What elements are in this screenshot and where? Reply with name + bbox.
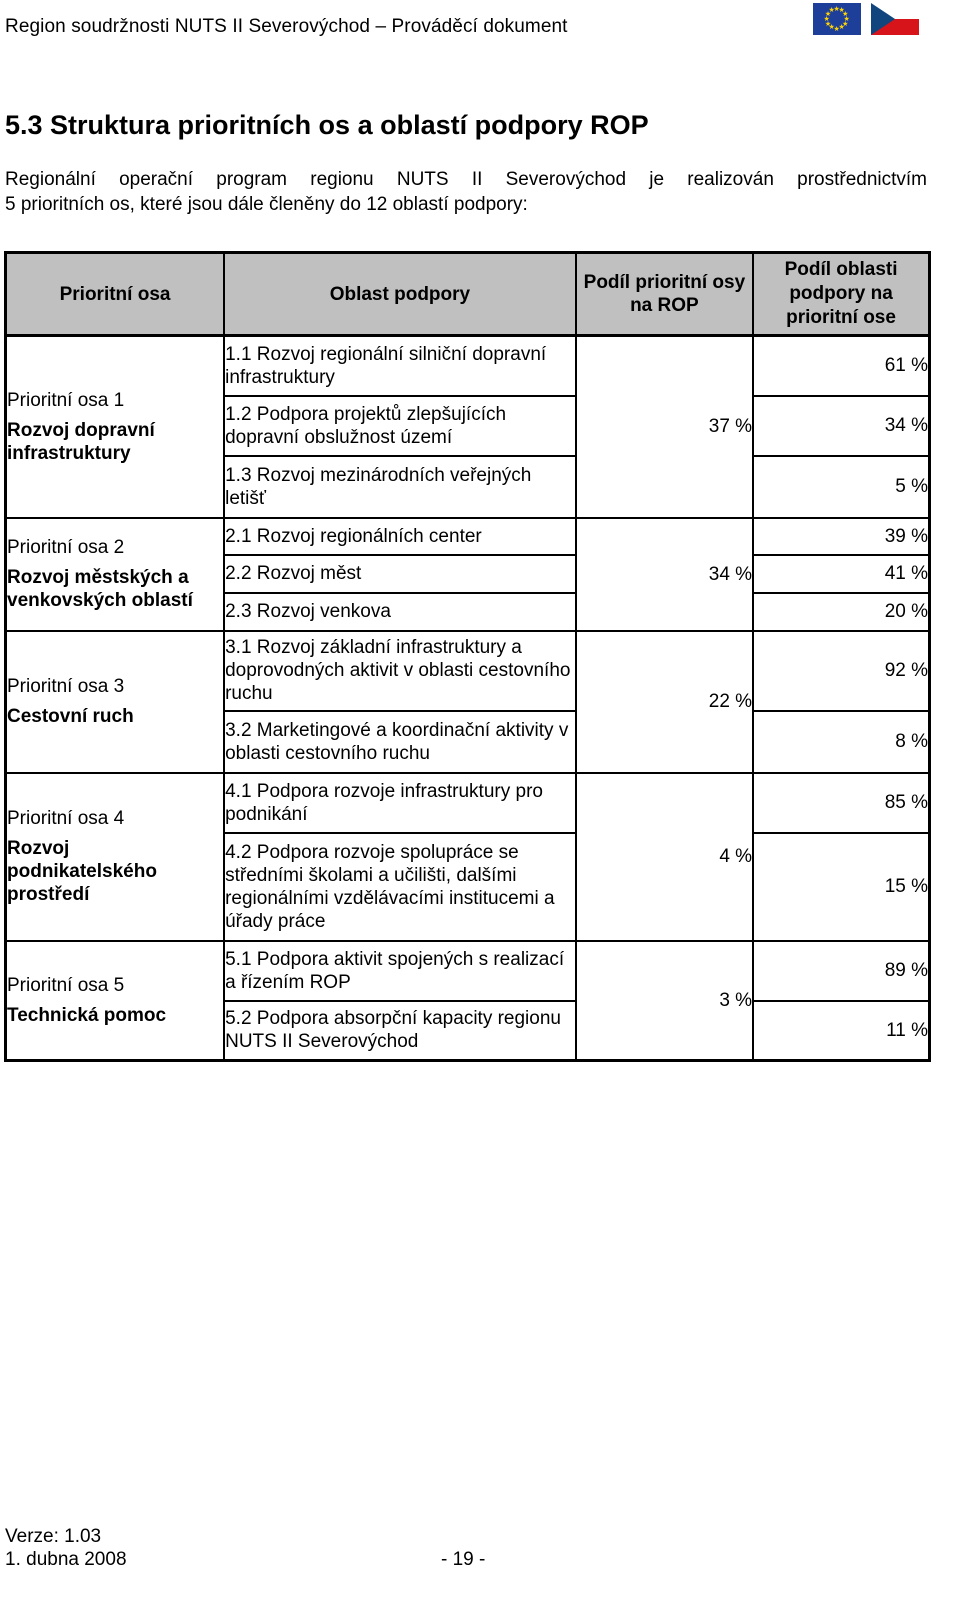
- axis-label: Prioritní osa 2: [7, 537, 125, 558]
- intro-line-1: Regionální operační program regionu NUTS II Severovýchod je realizován prostřednictvím: [5, 169, 927, 190]
- area-share-cell: 15 %: [753, 833, 929, 941]
- axis-name: Cestovní ruch: [7, 706, 134, 727]
- area-share-cell: 41 %: [753, 555, 929, 593]
- footer-date: 1. dubna 2008: [5, 1549, 127, 1570]
- area-cell: 5.1 Podpora aktivit spojených s realizací a řízením ROP: [224, 941, 576, 1001]
- axis-share-cell: 22 %: [576, 631, 753, 773]
- area-cell: 4.1 Podpora rozvoje infrastruktury pro podnikání: [224, 773, 576, 833]
- area-share-cell: 11 %: [753, 1001, 929, 1061]
- eu-star-icon: ★: [843, 15, 850, 23]
- area-share-cell: 61 %: [753, 336, 929, 396]
- area-share-cell: 5 %: [753, 456, 929, 518]
- area-cell: 3.2 Marketingové a koordinační aktivity v oblasti cestovního ruchu: [224, 711, 576, 773]
- eu-star-icon: ★: [842, 10, 849, 18]
- footer-version: Verze: 1.03: [5, 1526, 102, 1547]
- area-cell: 1.3 Rozvoj mezinárodních veřejných letišť: [224, 456, 576, 518]
- area-share-cell: 92 %: [753, 631, 929, 711]
- header-area-share: Podíl oblasti podpory na prioritní ose: [753, 253, 929, 336]
- axis-cell: [6, 336, 225, 518]
- axis-cell: [6, 941, 225, 1061]
- eu-star-icon: ★: [823, 15, 830, 23]
- axis-cell: [6, 518, 225, 631]
- area-cell: 1.1 Rozvoj regionální silniční dopravní infrastruktury: [224, 336, 576, 396]
- axis-share-cell: 34 %: [576, 518, 753, 631]
- area-cell: 2.3 Rozvoj venkova: [224, 593, 576, 631]
- area-cell: 4.2 Podpora rozvoje spolupráce se středními školami a učilišti, dalšími regionálními vzdělávacími institucemi a úřady práce: [224, 833, 576, 941]
- area-share-cell: 8 %: [753, 711, 929, 773]
- axis-name: Rozvoj městských a venkovských oblastí: [7, 567, 193, 611]
- axis-cell: [6, 773, 225, 941]
- intro-line-2: 5 prioritních os, které jsou dále členěny do 12 oblastí podpory:: [5, 194, 528, 215]
- table-row: [6, 336, 930, 396]
- area-share-cell: 34 %: [753, 396, 929, 456]
- axis-label: Prioritní osa 1: [7, 389, 125, 411]
- area-share-cell: 39 %: [753, 518, 929, 555]
- table-row: [6, 631, 930, 711]
- eu-star-icon: ★: [824, 10, 832, 18]
- axis-label: Prioritní osa 5: [7, 974, 125, 996]
- axis-cell: [6, 631, 225, 773]
- section-title: 5.3 Struktura prioritních os a oblastí podpory ROP: [5, 110, 649, 140]
- eu-star-icon: ★: [838, 24, 845, 32]
- table-row: [6, 773, 930, 833]
- eu-star-icon: ★: [828, 6, 835, 14]
- eu-star-icon: ★: [824, 20, 832, 28]
- table-row: [6, 518, 930, 555]
- area-cell: 5.2 Podpora absorpční kapacity regionu NUTS II Severovýchod: [224, 1001, 576, 1061]
- intro-paragraph: [5, 167, 927, 217]
- area-cell: 3.1 Rozvoj základní infrastruktury a doprovodných aktivit v oblasti cestovního ruchu: [224, 631, 576, 711]
- table-row: [6, 941, 930, 1001]
- axis-share-cell: 3 %: [576, 941, 753, 1061]
- eu-flag-icon: [813, 3, 861, 35]
- axis-share-cell: 37 %: [576, 336, 753, 518]
- eu-star-icon: ★: [828, 24, 835, 32]
- page-number: - 19 -: [441, 1549, 486, 1570]
- area-share-cell: 20 %: [753, 593, 929, 631]
- header-axis-share: Podíl prioritní osy na ROP: [576, 253, 753, 336]
- axis-name: Rozvoj podnikatelského prostředí: [7, 838, 157, 905]
- axis-name: Rozvoj dopravní infrastruktury: [7, 419, 155, 464]
- area-cell: 2.1 Rozvoj regionálních center: [224, 518, 576, 555]
- axis-name: Technická pomoc: [7, 1004, 167, 1026]
- eu-star-icon: ★: [833, 25, 840, 33]
- eu-star-icon: ★: [842, 20, 849, 28]
- table-header-row: [6, 253, 930, 336]
- axis-share-cell: 4 %: [576, 773, 753, 941]
- area-cell: 2.2 Rozvoj měst: [224, 555, 576, 593]
- area-cell: 1.2 Podpora projektů zlepšujících dopravní obslužnost území: [224, 396, 576, 456]
- czech-flag-icon: [871, 3, 919, 35]
- priority-axes-table: [4, 251, 931, 1062]
- eu-star-icon: ★: [833, 5, 840, 13]
- eu-star-icon: ★: [838, 6, 845, 14]
- area-share-cell: 89 %: [753, 941, 929, 1001]
- area-share-cell: 85 %: [753, 773, 929, 833]
- axis-label: Prioritní osa 4: [7, 808, 125, 829]
- axis-label: Prioritní osa 3: [7, 676, 125, 697]
- running-header: Region soudržnosti NUTS II Severovýchod – Prováděcí dokument: [5, 16, 568, 37]
- header-axis: Prioritní osa: [6, 253, 225, 336]
- header-area: Oblast podpory: [224, 253, 576, 336]
